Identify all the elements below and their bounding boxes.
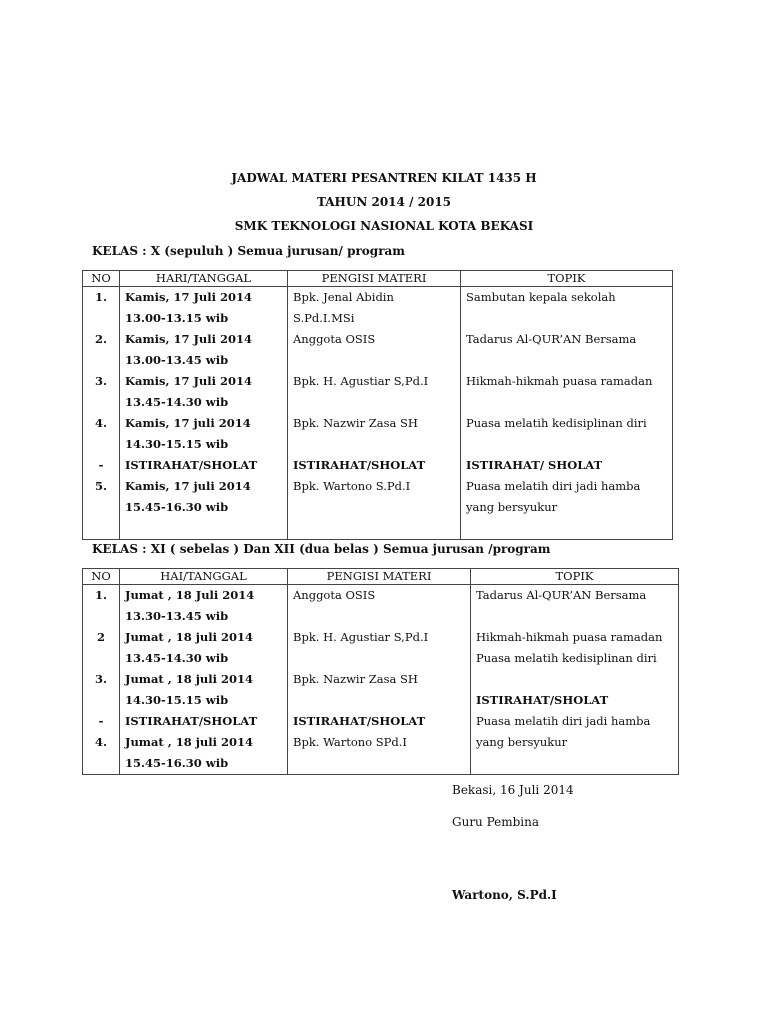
row-speaker <box>288 413 461 455</box>
signature-role: Guru Pembina <box>452 815 540 829</box>
table-row <box>83 627 679 669</box>
row-speaker <box>288 627 471 669</box>
date-text: Kamis, 17 Juli 2014 <box>125 374 253 388</box>
row-date: ISTIRAHAT/SHOLAT <box>120 455 288 476</box>
time-text: 13.45-14.30 wib <box>125 395 229 409</box>
row-speaker <box>288 476 461 540</box>
topic-text <box>476 669 673 690</box>
time-text: 15.45-16.30 wib <box>125 500 229 514</box>
row-topic <box>461 476 673 540</box>
row-topic <box>461 287 673 330</box>
topic-text: yang bersyukur <box>476 735 568 749</box>
row-date <box>120 669 288 711</box>
title-line-2: TAHUN 2014 / 2015 <box>316 195 452 209</box>
speaker-text: Anggota OSIS <box>293 332 376 346</box>
date-text: Jumat , 18 Juli 2014 <box>125 588 255 602</box>
title-line-1: JADWAL MATERI PESANTREN KILAT 1435 H <box>231 171 537 185</box>
row-no: 3. <box>83 669 120 711</box>
date-text: Kamis, 17 juli 2014 <box>125 416 251 430</box>
table-row-break <box>83 455 673 476</box>
row-speaker <box>288 371 461 413</box>
row-topic: ISTIRAHAT/ SHOLAT <box>461 455 673 476</box>
row-no: 4. <box>83 732 120 775</box>
header-speaker: PENGISI MATERI <box>288 271 461 287</box>
row-no: 5. <box>83 476 120 540</box>
row-date <box>120 413 288 455</box>
row-no: 1. <box>83 287 120 330</box>
row-speaker <box>288 287 461 330</box>
row-date <box>120 287 288 330</box>
topic-text-2: Puasa melatih kedisiplinan diri <box>476 651 657 665</box>
table-header-row <box>83 569 679 585</box>
speaker-text: Bpk. Wartono SPd.I <box>293 735 407 749</box>
topic-text: Hikmah-hikmah puasa ramadan <box>466 374 653 388</box>
row-date <box>120 585 288 628</box>
topic-text: Hikmah-hikmah puasa ramadan <box>476 630 663 644</box>
table-row <box>83 669 679 711</box>
speaker-text: Bpk. Nazwir Zasa SH <box>293 672 418 686</box>
time-text: 13.30-13.45 wib <box>125 609 229 623</box>
row-speaker <box>288 669 471 711</box>
schedule-table-xi-xii <box>82 568 679 775</box>
document-titles <box>0 172 768 244</box>
header-date: HAI/TANGGAL <box>120 569 288 585</box>
date-text: Jumat , 18 juli 2014 <box>125 672 254 686</box>
row-speaker <box>288 585 471 628</box>
topic-text: Puasa melatih kedisiplinan diri <box>466 416 647 430</box>
row-no: 2 <box>83 627 120 669</box>
header-speaker: PENGISI MATERI <box>288 569 471 585</box>
header-no: NO <box>83 569 120 585</box>
table-header-row <box>83 271 673 287</box>
time-text: 13.45-14.30 wib <box>125 651 229 665</box>
speaker-text: Bpk. Wartono S.Pd.I <box>293 479 411 493</box>
row-date <box>120 329 288 371</box>
date-text: Kamis, 17 Juli 2014 <box>125 290 253 304</box>
time-text: 15.45-16.30 wib <box>125 756 229 770</box>
row-speaker <box>288 732 471 775</box>
row-topic <box>461 413 673 455</box>
row-topic <box>471 669 679 711</box>
row-no: 3. <box>83 371 120 413</box>
row-no: 2. <box>83 329 120 371</box>
time-text: 13.00-13.45 wib <box>125 353 229 367</box>
class-label-xi-xii: KELAS : XI ( sebelas ) Dan XII (dua belas ) Semua jurusan /program <box>92 542 551 556</box>
signature-place-date: Bekasi, 16 Juli 2014 <box>452 783 574 797</box>
row-date <box>120 732 288 775</box>
row-topic <box>471 585 679 628</box>
time-text: 13.00-13.15 wib <box>125 311 229 325</box>
date-text: Kamis, 17 juli 2014 <box>125 479 251 493</box>
row-date: ISTIRAHAT/SHOLAT <box>120 711 288 732</box>
date-text: Kamis, 17 Juli 2014 <box>125 332 253 346</box>
table-row <box>83 476 673 540</box>
header-no: NO <box>83 271 120 287</box>
row-speaker <box>288 329 461 371</box>
header-topic: TOPIK <box>461 271 673 287</box>
topic-text-2: ISTIRAHAT/SHOLAT <box>476 693 609 707</box>
table-row <box>83 585 679 628</box>
topic-text: Puasa melatih diri jadi hamba <box>466 479 641 493</box>
table-row-break <box>83 711 679 732</box>
class-label-x: KELAS : X (sepuluh ) Semua jurusan/ program <box>92 244 405 258</box>
topic-text: Tadarus Al-QUR’AN Bersama <box>466 332 637 346</box>
row-no: 1. <box>83 585 120 628</box>
row-topic: Puasa melatih diri jadi hamba <box>471 711 679 732</box>
row-no: 4. <box>83 413 120 455</box>
time-text: 14.30-15.15 wib <box>125 693 229 707</box>
speaker-text: Bpk. Jenal Abidin <box>293 290 394 304</box>
row-topic <box>461 329 673 371</box>
row-date <box>120 627 288 669</box>
row-date <box>120 476 288 540</box>
topic-text: Tadarus Al-QUR’AN Bersama <box>476 588 647 602</box>
header-date: HARI/TANGGAL <box>120 271 288 287</box>
row-spacer <box>125 518 282 539</box>
speaker-text: Bpk. Nazwir Zasa SH <box>293 416 418 430</box>
topic-text: Sambutan kepala sekolah <box>466 290 616 304</box>
schedule-table-x <box>82 270 673 540</box>
time-text: 14.30-15.15 wib <box>125 437 229 451</box>
row-speaker: ISTIRAHAT/SHOLAT <box>288 711 471 732</box>
speaker-text-2: S.Pd.I.MSi <box>293 311 355 325</box>
table-row <box>83 371 673 413</box>
row-no: - <box>83 711 120 732</box>
row-topic <box>471 732 679 775</box>
header-topic: TOPIK <box>471 569 679 585</box>
signature-name: Wartono, S.Pd.I <box>452 888 557 902</box>
date-text: Jumat , 18 juli 2014 <box>125 735 254 749</box>
table-row <box>83 413 673 455</box>
table-row <box>83 287 673 330</box>
title-line-3: SMK TEKNOLOGI NASIONAL KOTA BEKASI <box>234 219 534 233</box>
speaker-text: Bpk. H. Agustiar S,Pd.I <box>293 374 429 388</box>
speaker-text: Bpk. H. Agustiar S,Pd.I <box>293 630 429 644</box>
date-text: Jumat , 18 juli 2014 <box>125 630 254 644</box>
row-no: - <box>83 455 120 476</box>
row-topic <box>471 627 679 669</box>
table-row <box>83 732 679 775</box>
table-row <box>83 329 673 371</box>
row-date <box>120 371 288 413</box>
speaker-text: Anggota OSIS <box>293 588 376 602</box>
row-speaker: ISTIRAHAT/SHOLAT <box>288 455 461 476</box>
topic-text-2: yang bersyukur <box>466 500 558 514</box>
row-topic <box>461 371 673 413</box>
